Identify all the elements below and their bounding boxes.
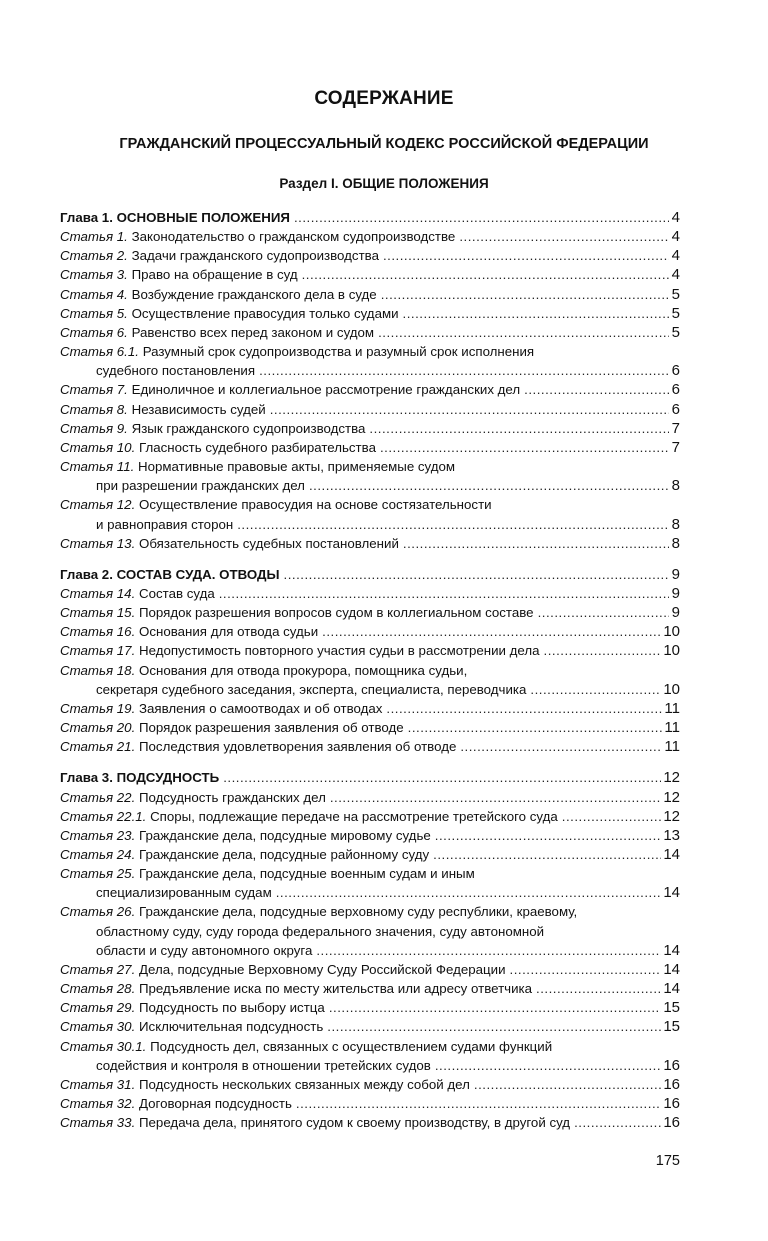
article-label: Статья 13. [60, 535, 136, 551]
entry-text [60, 246, 379, 265]
toc-entry-line [60, 419, 680, 438]
article-label: Статья 32. [60, 1096, 136, 1112]
page-ref: 12 [663, 807, 680, 825]
page-ref: 8 [671, 515, 680, 533]
entry-text [96, 680, 526, 699]
article-label: Статья 1. [60, 229, 128, 245]
article-label: Статья 24. [60, 847, 136, 862]
article-title: Гражданские дела, подсудные верховному суду республики, краевому, [138, 904, 578, 920]
article-label: Статья 18. [60, 662, 136, 678]
article-title: содействия и контроля в отношении третейских судов [96, 1057, 431, 1073]
article-label: Статья 22.1. [60, 808, 147, 824]
page-ref: 14 [663, 960, 680, 978]
article-title: Подсудность нескольких связанных между собой дел [138, 1076, 470, 1092]
chapter-title: Глава 2. СОСТАВ СУДА. ОТВОДЫ [60, 566, 280, 582]
article-title: областному суду, суду города федерального значения, суду автономной [96, 923, 545, 939]
entry-text [60, 979, 532, 998]
dot-leader [276, 883, 662, 902]
article-label: Статья 17. [60, 643, 136, 659]
entry-text [96, 476, 305, 495]
table-of-contents [60, 208, 680, 1144]
entry-text [60, 866, 475, 881]
entry-text [60, 1094, 292, 1113]
article-label: Статья 26. [60, 904, 136, 920]
article-title: Гражданские дела, подсудные военным судам и иным [138, 866, 475, 882]
article-title: Осуществление правосудия только судами [131, 305, 399, 321]
page-ref: 5 [671, 285, 680, 303]
article-title: Предъявление иска по месту жительства или адресу ответчика [138, 981, 533, 997]
dot-leader [296, 1094, 661, 1113]
dot-leader [259, 361, 669, 380]
article-label: Статья 23. [60, 827, 136, 843]
page-ref: 16 [663, 1075, 680, 1093]
article-title: Недопустимость повторного участия судьи в рассмотрении дела [138, 643, 540, 659]
article-title: Порядок разрешения вопросов судом в коллегиальном составе [138, 605, 534, 621]
article-title: Споры, подлежащие передаче на рассмотрение третейского суда [150, 808, 558, 824]
dot-leader [381, 285, 669, 304]
chapter-heading [60, 208, 680, 227]
page-ref: 10 [663, 623, 680, 641]
page-ref: 6 [671, 381, 680, 399]
page-ref: 8 [671, 477, 680, 495]
toc-entry-line [60, 845, 680, 864]
dot-leader [369, 419, 669, 438]
page-number: 175 [655, 1153, 680, 1169]
toc-entry-line [60, 1037, 680, 1056]
page-ref: 8 [671, 534, 680, 552]
page-ref: 9 [671, 584, 680, 602]
toc-entry-line [60, 1094, 680, 1113]
toc-entry-line [60, 1113, 680, 1132]
entry-text [60, 285, 377, 304]
toc-entry-line [60, 342, 680, 361]
article-title: Основания для отвода судьи [138, 624, 319, 640]
dot-leader [403, 304, 669, 323]
article-label: Статья 20. [60, 720, 136, 736]
toc-entry-line [60, 584, 680, 603]
page-title: СОДЕРЖАНИЕ [314, 88, 454, 109]
article-label: Статья 8. [60, 401, 128, 417]
toc-entry-line [60, 641, 680, 660]
page-ref: 9 [671, 565, 680, 583]
toc-entry-line [60, 883, 680, 902]
page-ref: 16 [663, 1114, 680, 1132]
page-ref: 11 [664, 738, 680, 756]
article-title: Законодательство о гражданском судопроизводстве [131, 229, 456, 245]
dot-leader [460, 737, 662, 756]
article-title: Гражданские дела, подсудные мировому судье [138, 827, 431, 843]
entry-text [60, 663, 467, 678]
article-label: Статья 22. [60, 789, 136, 805]
code-title: ГРАЖДАНСКИЙ ПРОЦЕССУАЛЬНЫЙ КОДЕКС РОССИЙСКОЙ ФЕДЕРАЦИИ [119, 136, 649, 152]
article-title: Порядок разрешения заявления об отводе [138, 720, 404, 736]
entry-text [60, 998, 325, 1017]
entry-text [60, 344, 534, 359]
dot-leader [309, 476, 669, 495]
entry-text [60, 534, 399, 553]
dot-leader [433, 845, 661, 864]
toc-entry-line [60, 826, 680, 845]
entry-text [60, 497, 492, 512]
article-label: Статья 6.1. [60, 344, 139, 360]
entry-text [96, 941, 312, 960]
article-title: Задачи гражданского судопроизводства [131, 248, 379, 264]
toc-entry-line [60, 922, 680, 941]
page-ref: 9 [671, 604, 680, 622]
page-ref: 7 [671, 419, 680, 437]
entry-text [60, 699, 382, 718]
entry-text [60, 960, 506, 979]
article-title: Исключительная подсудность [138, 1019, 324, 1035]
entry-text [60, 718, 404, 737]
dot-leader [380, 438, 669, 457]
entry-text [60, 400, 266, 419]
toc-entry-line [60, 246, 680, 265]
page-ref: 12 [663, 769, 680, 787]
toc-entry-line [60, 737, 680, 756]
article-label: Статья 7. [60, 382, 128, 398]
entry-text [60, 419, 365, 438]
chapter-block [60, 208, 680, 553]
article-title: Право на обращение в суд [131, 267, 298, 283]
dot-leader [510, 960, 662, 979]
article-label: Статья 14. [60, 585, 136, 601]
toc-entry-line [60, 1075, 680, 1094]
page-ref: 14 [663, 941, 680, 959]
page-ref: 4 [671, 209, 680, 226]
article-title: Разумный срок судопроизводства и разумный срок исполнения [142, 344, 535, 360]
page-ref: 5 [671, 304, 680, 322]
entry-text [60, 737, 456, 756]
article-title: и равноправия сторон [96, 516, 234, 532]
article-label: Статья 29. [60, 1000, 136, 1016]
toc-entry-line [60, 680, 680, 699]
page-ref: 16 [663, 1095, 680, 1113]
article-title: Дела, подсудные Верховному Суду Российской Федерации [138, 961, 506, 977]
article-label: Статья 19. [60, 700, 136, 716]
toc-entry-line [60, 400, 680, 419]
toc-entry-line [60, 902, 680, 921]
dot-leader [530, 680, 661, 699]
article-title: Договорная подсудность [138, 1096, 292, 1112]
article-label: Статья 3. [60, 267, 128, 283]
dot-leader [386, 699, 662, 718]
article-title: судебного постановления [96, 363, 256, 379]
toc-entry-line [60, 265, 680, 284]
dot-leader [330, 788, 661, 807]
dot-leader [284, 565, 669, 584]
entry-text [60, 1017, 323, 1036]
entry-text [60, 622, 318, 641]
article-label: Статья 27. [60, 961, 136, 977]
article-label: Статья 30.1. [60, 1038, 147, 1054]
dot-leader [435, 1056, 661, 1075]
toc-entry-line [60, 1017, 680, 1036]
article-title: Передача дела, принятого судом к своему производству, в другой суд [138, 1115, 571, 1131]
dot-leader [524, 380, 669, 399]
article-label: Статья 2. [60, 248, 128, 264]
toc-entry-line [60, 457, 680, 476]
page-ref: 14 [663, 980, 680, 998]
entry-text [60, 227, 455, 246]
article-label: Статья 5. [60, 305, 128, 321]
dot-leader [270, 400, 669, 419]
article-label: Статья 11. [60, 459, 135, 475]
article-label: Статья 28. [60, 981, 136, 997]
entry-text [60, 641, 540, 660]
page-ref: 10 [663, 642, 680, 660]
toc-entry-line [60, 361, 680, 380]
entry-text [60, 1039, 552, 1054]
toc-entry-line [60, 998, 680, 1017]
entry-text [60, 304, 399, 323]
entry-text [96, 515, 233, 534]
article-label: Статья 15. [60, 605, 136, 621]
dot-leader [536, 979, 661, 998]
page-ref: 10 [663, 680, 680, 698]
dot-leader [562, 807, 662, 826]
toc-entry-line [60, 788, 680, 807]
article-label: Статья 25. [60, 866, 136, 882]
page-ref: 15 [663, 1018, 680, 1036]
article-label: Статья 33. [60, 1115, 136, 1131]
dot-leader [538, 603, 669, 622]
dot-leader [474, 1075, 661, 1094]
toc-entry-line [60, 534, 680, 553]
page-ref: 4 [671, 228, 680, 246]
section-title: Раздел I. ОБЩИЕ ПОЛОЖЕНИЯ [279, 176, 489, 191]
dot-leader [459, 227, 669, 246]
article-label: Статья 16. [60, 624, 136, 640]
article-label: Статья 4. [60, 286, 128, 302]
article-label: Статья 31. [60, 1076, 136, 1092]
toc-entry-line [60, 323, 680, 342]
dot-leader [237, 515, 669, 534]
entry-text [96, 1056, 431, 1075]
toc-entry-line [60, 304, 680, 323]
chapter-heading [60, 565, 680, 584]
toc-entry-line [60, 718, 680, 737]
entry-text [60, 904, 577, 919]
entry-text [60, 380, 520, 399]
article-label: Статья 6. [60, 324, 128, 340]
article-title: Обязательность судебных постановлений [138, 535, 399, 551]
toc-entry-line [60, 380, 680, 399]
article-title: Состав суда [138, 585, 215, 601]
article-label: Статья 12. [60, 497, 136, 513]
article-title: секретаря судебного заседания, эксперта, специалиста, переводчика [96, 681, 527, 697]
toc-entry-line [60, 603, 680, 622]
entry-text [60, 1075, 470, 1094]
entry-text [60, 1113, 570, 1132]
article-title: Гласность судебного разбирательства [138, 439, 376, 455]
toc-entry-line [60, 285, 680, 304]
dot-leader [435, 826, 662, 845]
article-title: Подсудность по выбору истца [138, 1000, 325, 1016]
chapter-block [60, 565, 680, 757]
toc-entry-line [60, 699, 680, 718]
toc-entry-line [60, 438, 680, 457]
dot-leader [294, 208, 669, 227]
entry-text [60, 826, 431, 845]
article-title: Осуществление правосудия на основе состязательности [138, 497, 492, 513]
article-label: Статья 21. [60, 739, 136, 755]
article-title: Гражданские дела, подсудные районному суду [138, 847, 430, 862]
article-title: при разрешении гражданских дел [96, 478, 305, 494]
chapter-title: Глава 1. ОСНОВНЫЕ ПОЛОЖЕНИЯ [60, 210, 290, 225]
dot-leader [316, 941, 661, 960]
dot-leader [223, 768, 661, 787]
article-title: Равенство всех перед законом и судом [131, 324, 375, 340]
toc-entry-line [60, 807, 680, 826]
article-title: специализированным судам [96, 885, 272, 901]
entry-text [96, 924, 544, 939]
entry-text [60, 438, 376, 457]
entry-text [96, 361, 255, 380]
article-label: Статья 30. [60, 1019, 136, 1035]
entry-text [96, 883, 272, 902]
toc-entry-line [60, 515, 680, 534]
article-title: Нормативные правовые акты, применяемые судом [138, 459, 456, 475]
article-title: Заявления о самоотводах и об отводах [138, 700, 383, 716]
entry-text [60, 807, 558, 826]
dot-leader [383, 246, 669, 265]
dot-leader [302, 265, 669, 284]
toc-entry-line [60, 1056, 680, 1075]
entry-text [60, 265, 298, 284]
dot-leader [408, 718, 663, 737]
toc-entry-line [60, 979, 680, 998]
page-ref: 13 [663, 826, 680, 844]
entry-text [60, 845, 429, 864]
dot-leader [327, 1017, 661, 1036]
article-label: Статья 10. [60, 439, 136, 455]
entry-text [60, 459, 455, 474]
page-ref: 14 [663, 884, 680, 902]
page-ref: 4 [671, 247, 680, 265]
article-title: Подсудность дел, связанных с осуществлением судами функций [150, 1038, 553, 1054]
page-ref: 11 [664, 699, 680, 717]
article-title: Подсудность гражданских дел [138, 789, 326, 805]
page-ref: 14 [663, 846, 680, 863]
page-ref: 11 [664, 719, 680, 737]
page-ref: 12 [663, 788, 680, 806]
toc-entry-line [60, 864, 680, 883]
dot-leader [403, 534, 669, 553]
page-ref: 6 [671, 362, 680, 380]
dot-leader [574, 1113, 661, 1132]
chapter-title: Глава 3. ПОДСУДНОСТЬ [60, 770, 220, 786]
article-title: Возбуждение гражданского дела в суде [131, 286, 377, 302]
page-ref: 7 [671, 438, 680, 456]
dot-leader [322, 622, 661, 641]
page-ref: 5 [671, 323, 680, 341]
toc-entry-line [60, 495, 680, 514]
dot-leader [544, 641, 662, 660]
article-title: Язык гражданского судопроизводства [131, 420, 366, 436]
dot-leader [378, 323, 669, 342]
toc-entry-line [60, 960, 680, 979]
page-ref: 16 [663, 1056, 680, 1074]
article-title: Независимость судей [131, 401, 266, 417]
article-title: Основания для отвода прокурора, помощника судьи, [138, 662, 468, 678]
page-ref: 15 [663, 999, 680, 1017]
dot-leader [219, 584, 669, 603]
dot-leader [329, 998, 662, 1017]
entry-text [60, 584, 215, 603]
article-title: области и суду автономного округа [96, 942, 313, 958]
toc-entry-line [60, 622, 680, 641]
toc-entry-line [60, 227, 680, 246]
article-title: Последствия удовлетворения заявления об отводе [138, 739, 457, 755]
toc-entry-line [60, 941, 680, 960]
article-label: Статья 9. [60, 420, 128, 436]
article-title: Единоличное и коллегиальное рассмотрение гражданских дел [131, 382, 521, 398]
chapter-heading [60, 768, 680, 787]
page-ref: 6 [671, 400, 680, 418]
toc-entry-line [60, 476, 680, 495]
chapter-block [60, 768, 680, 1132]
entry-text [60, 323, 374, 342]
toc-entry-line [60, 661, 680, 680]
entry-text [60, 788, 326, 807]
entry-text [60, 603, 534, 622]
page-ref: 4 [671, 266, 680, 284]
